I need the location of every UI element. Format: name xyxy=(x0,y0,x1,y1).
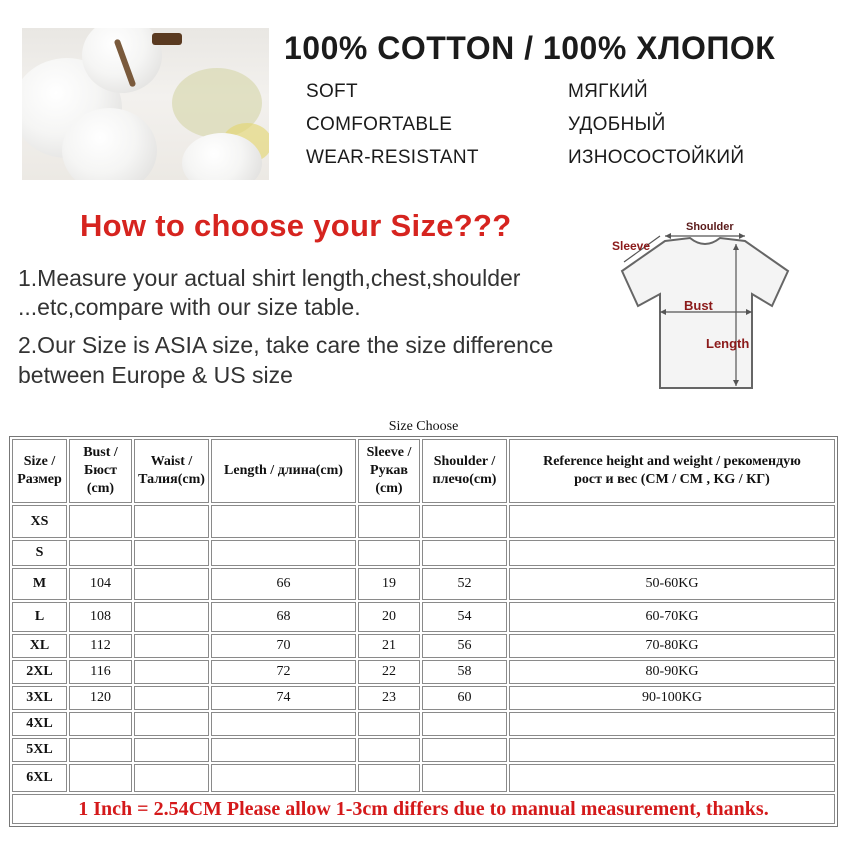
diagram-label-length: Length xyxy=(706,336,750,351)
table-row xyxy=(12,712,835,736)
header-waist-line: Талия(cm) xyxy=(138,472,205,487)
cell-sleeve xyxy=(358,505,420,538)
header-shoulder-line: Shoulder / xyxy=(433,454,496,469)
cell-shoulder xyxy=(422,505,507,538)
cell-shoulder xyxy=(422,712,507,736)
header-length-line: Length / длина(cm) xyxy=(224,463,343,478)
cell-length xyxy=(211,738,356,762)
cell-bust xyxy=(69,738,132,762)
property-soft: SOFT xyxy=(306,81,358,102)
header-size xyxy=(12,439,67,503)
cell-bust: 120 xyxy=(69,686,132,710)
table-note-row xyxy=(12,794,835,824)
header-bust-line: Bust / xyxy=(83,445,118,460)
cell-reference: 90-100KG xyxy=(509,686,835,710)
cell-waist xyxy=(134,660,209,684)
header-length xyxy=(211,439,356,503)
cell-reference: 80-90KG xyxy=(509,660,835,684)
measurement-note: 1 Inch = 2.54CM Please allow 1-3cm differs due to manual measurement, thanks. xyxy=(12,794,835,824)
guide-line-1: 1.Measure your actual shirt length,chest,shoulder xyxy=(18,265,521,291)
cell-reference xyxy=(509,712,835,736)
tshirt-outline xyxy=(622,238,788,388)
table-row xyxy=(12,505,835,538)
size-label: M xyxy=(12,568,67,600)
table-header-row xyxy=(12,439,835,503)
size-label: 3XL xyxy=(12,686,67,710)
property-soft-ru: МЯГКИЙ xyxy=(568,81,649,102)
table-row xyxy=(12,660,835,684)
size-label: XS xyxy=(12,505,67,538)
cell-length: 70 xyxy=(211,634,356,658)
header-sleeve-line: Sleeve / xyxy=(366,445,412,460)
size-table-caption: Size Choose xyxy=(388,419,459,434)
cell-waist xyxy=(134,712,209,736)
table-row xyxy=(12,738,835,762)
size-label: 4XL xyxy=(12,712,67,736)
cell-bust xyxy=(69,764,132,792)
cell-length xyxy=(211,505,356,538)
cell-waist xyxy=(134,634,209,658)
cell-shoulder: 52 xyxy=(422,568,507,600)
cell-bust: 108 xyxy=(69,602,132,632)
cell-waist xyxy=(134,505,209,538)
diagram-label-bust: Bust xyxy=(684,298,713,313)
cell-shoulder xyxy=(422,540,507,566)
cell-length: 74 xyxy=(211,686,356,710)
table-row xyxy=(12,540,835,566)
cell-sleeve xyxy=(358,540,420,566)
cell-reference xyxy=(509,738,835,762)
cell-reference: 60-70KG xyxy=(509,602,835,632)
cell-sleeve: 20 xyxy=(358,602,420,632)
cell-bust xyxy=(69,712,132,736)
header-size-line: Размер xyxy=(17,472,62,487)
cotton-photo xyxy=(22,28,269,180)
diagram-label-shoulder: Shoulder xyxy=(686,221,734,233)
property-comfortable: COMFORTABLE xyxy=(306,114,453,135)
cell-bust: 116 xyxy=(69,660,132,684)
header-shoulder-line: плечо(cm) xyxy=(432,472,497,487)
header-sleeve-line: Рукав xyxy=(370,463,408,478)
property-comfortable-ru: УДОБНЫЙ xyxy=(568,114,666,135)
cell-waist xyxy=(134,764,209,792)
header-shoulder xyxy=(422,439,507,503)
cell-waist xyxy=(134,602,209,632)
cell-sleeve xyxy=(358,712,420,736)
table-row xyxy=(12,602,835,632)
header-waist xyxy=(134,439,209,503)
cell-length: 72 xyxy=(211,660,356,684)
cell-sleeve: 23 xyxy=(358,686,420,710)
cell-shoulder: 54 xyxy=(422,602,507,632)
cell-sleeve: 22 xyxy=(358,660,420,684)
cell-reference xyxy=(509,540,835,566)
cell-shoulder: 60 xyxy=(422,686,507,710)
cell-sleeve: 19 xyxy=(358,568,420,600)
cell-length xyxy=(211,712,356,736)
guide-line-3: 2.Our Size is ASIA size, take care the size difference xyxy=(18,332,554,358)
diagram-label-sleeve: Sleeve xyxy=(612,239,651,253)
cell-reference: 50-60KG xyxy=(509,568,835,600)
cell-reference: 70-80KG xyxy=(509,634,835,658)
cell-waist xyxy=(134,738,209,762)
property-wear-resistant-ru: ИЗНОСОСТОЙКИЙ xyxy=(568,147,745,168)
cell-shoulder: 56 xyxy=(422,634,507,658)
cell-sleeve xyxy=(358,738,420,762)
cell-waist xyxy=(134,568,209,600)
tshirt-measurement-diagram xyxy=(610,216,800,396)
cell-bust: 112 xyxy=(69,634,132,658)
size-label: S xyxy=(12,540,67,566)
size-label: 6XL xyxy=(12,764,67,792)
header-bust-line: Бюст xyxy=(83,463,118,478)
size-guide-title: How to choose your Size??? xyxy=(80,208,512,243)
cell-shoulder xyxy=(422,738,507,762)
table-row xyxy=(12,764,835,792)
cotton-headline: 100% COTTON / 100% ХЛОПОК xyxy=(284,30,776,66)
header-reference xyxy=(509,439,835,503)
header-waist-line: Waist / xyxy=(150,454,193,469)
header-bust-line: (cm) xyxy=(86,481,115,496)
cell-shoulder: 58 xyxy=(422,660,507,684)
cell-length: 66 xyxy=(211,568,356,600)
header-reference-line: рост и вес (CM / CM , KG / КГ) xyxy=(574,472,770,487)
header-reference-line: Reference height and weight / рекомендую xyxy=(543,454,801,469)
cell-sleeve xyxy=(358,764,420,792)
cell-bust xyxy=(69,540,132,566)
size-table xyxy=(9,436,838,827)
cell-length xyxy=(211,540,356,566)
header-sleeve xyxy=(358,439,420,503)
size-label: XL xyxy=(12,634,67,658)
property-wear-resistant: WEAR-RESISTANT xyxy=(306,147,479,168)
guide-line-2: ...etc,compare with our size table. xyxy=(18,294,361,320)
size-label: L xyxy=(12,602,67,632)
cell-reference xyxy=(509,764,835,792)
cell-waist xyxy=(134,540,209,566)
guide-line-4: between Europe & US size xyxy=(18,362,293,388)
cell-reference xyxy=(509,505,835,538)
cell-shoulder xyxy=(422,764,507,792)
size-label: 2XL xyxy=(12,660,67,684)
cell-length xyxy=(211,764,356,792)
cell-length: 68 xyxy=(211,602,356,632)
cell-sleeve: 21 xyxy=(358,634,420,658)
cell-bust: 104 xyxy=(69,568,132,600)
table-row xyxy=(12,568,835,600)
cell-bust xyxy=(69,505,132,538)
header-sleeve-line: (cm) xyxy=(375,481,403,496)
size-label: 5XL xyxy=(12,738,67,762)
cell-waist xyxy=(134,686,209,710)
table-row xyxy=(12,686,835,710)
header-bust xyxy=(69,439,132,503)
table-row xyxy=(12,634,835,658)
header-size-line: Size / xyxy=(23,454,56,469)
